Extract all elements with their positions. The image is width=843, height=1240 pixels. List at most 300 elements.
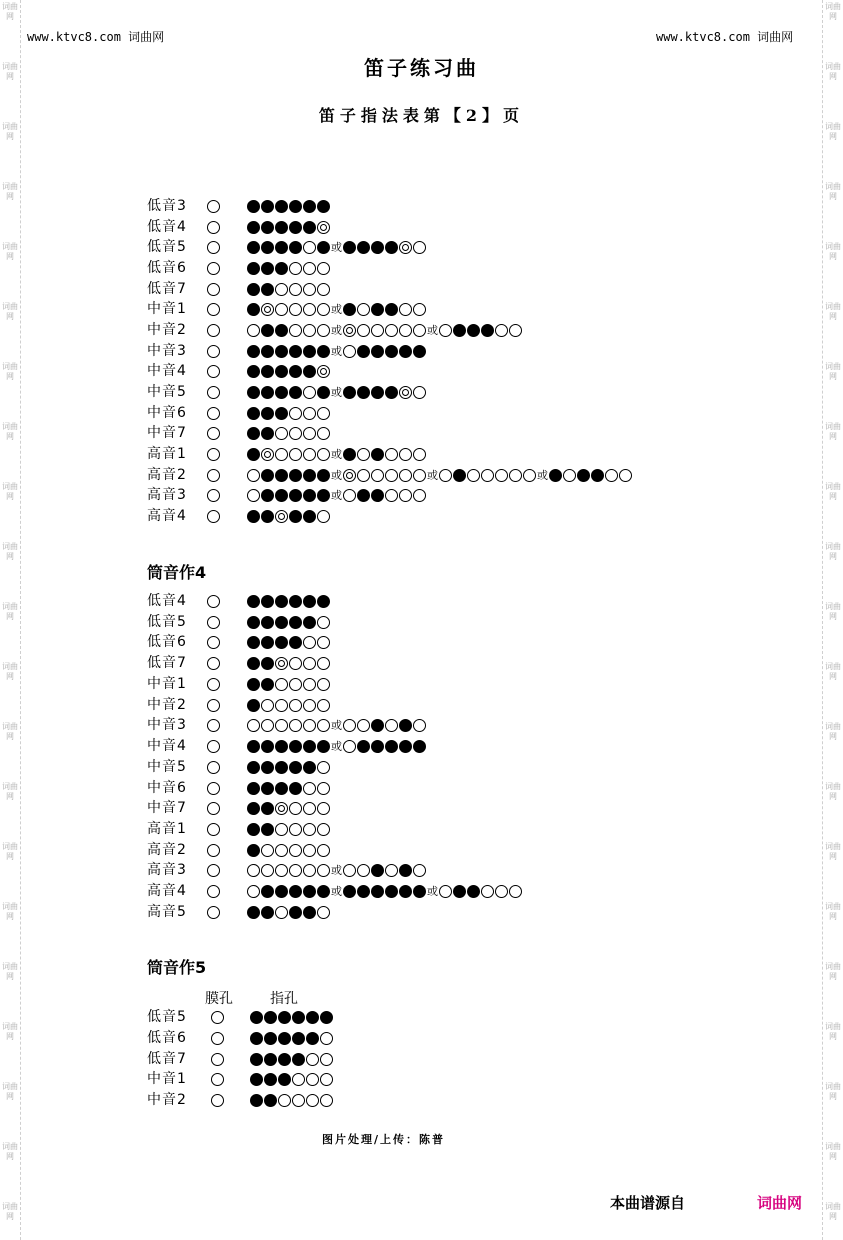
open-hole-icon — [317, 616, 330, 629]
alternative-separator: 或 — [331, 740, 342, 754]
membrane-hole-open-icon — [207, 678, 220, 691]
open-hole-icon — [439, 885, 452, 898]
watermark-text: 词曲网 — [2, 662, 18, 681]
alternative-separator: 或 — [427, 468, 438, 482]
closed-hole-icon — [247, 657, 260, 670]
open-hole-icon — [306, 1094, 319, 1107]
open-hole-icon — [357, 469, 370, 482]
closed-hole-icon — [289, 469, 302, 482]
membrane-hole-open-icon — [207, 782, 220, 795]
open-hole-icon — [385, 324, 398, 337]
open-hole-icon — [317, 283, 330, 296]
closed-hole-icon — [303, 221, 316, 234]
closed-hole-icon — [306, 1011, 319, 1024]
fingering-pattern — [247, 303, 427, 316]
open-hole-icon — [261, 864, 274, 877]
membrane-hole-open-icon — [207, 469, 220, 482]
open-hole-icon — [317, 510, 330, 523]
open-hole-icon — [317, 823, 330, 836]
alternative-separator: 或 — [331, 719, 342, 733]
membrane-hole-open-icon — [207, 844, 220, 857]
open-hole-icon — [413, 719, 426, 732]
open-hole-icon — [385, 719, 398, 732]
closed-hole-icon — [275, 469, 288, 482]
site-url-left[interactable]: www.ktvc8.com 词曲网 — [27, 30, 165, 44]
closed-hole-icon — [289, 510, 302, 523]
note-name: 高音1 — [147, 821, 187, 838]
fingering-pattern — [250, 1032, 334, 1045]
site-url-right[interactable]: www.ktvc8.com 词曲网 — [656, 30, 794, 44]
closed-hole-icon — [275, 489, 288, 502]
open-hole-icon — [247, 469, 260, 482]
membrane-hole-open-icon — [207, 657, 220, 670]
closed-hole-icon — [247, 678, 260, 691]
open-hole-icon — [303, 324, 316, 337]
closed-hole-icon — [289, 595, 302, 608]
closed-hole-icon — [264, 1094, 277, 1107]
alternative-separator: 或 — [537, 468, 548, 482]
closed-hole-icon — [303, 595, 316, 608]
note-name: 高音5 — [147, 903, 187, 920]
open-hole-icon — [509, 469, 522, 482]
closed-hole-icon — [247, 740, 260, 753]
watermark-text: 词曲网 — [2, 1022, 18, 1041]
closed-hole-icon — [247, 906, 260, 919]
watermark-text: 词曲网 — [825, 482, 841, 501]
watermark-text: 词曲网 — [2, 422, 18, 441]
open-hole-icon — [357, 448, 370, 461]
closed-hole-icon — [303, 469, 316, 482]
watermark-text: 词曲网 — [2, 482, 18, 501]
membrane-hole-open-icon — [207, 365, 220, 378]
alternative-separator: 或 — [427, 885, 438, 899]
open-hole-icon — [317, 427, 330, 440]
open-hole-icon — [289, 262, 302, 275]
open-hole-icon — [289, 657, 302, 670]
alternative-separator: 或 — [331, 885, 342, 899]
fingering-pattern — [247, 448, 427, 461]
closed-hole-icon — [264, 1032, 277, 1045]
watermark-text: 词曲网 — [825, 902, 841, 921]
closed-hole-icon — [413, 885, 426, 898]
closed-hole-icon — [247, 365, 260, 378]
open-hole-icon — [495, 469, 508, 482]
closed-hole-icon — [275, 782, 288, 795]
closed-hole-icon — [371, 448, 384, 461]
open-hole-icon — [317, 678, 330, 691]
closed-hole-icon — [275, 200, 288, 213]
membrane-hole-open-icon — [207, 262, 220, 275]
open-hole-icon — [275, 719, 288, 732]
half-hole-icon — [261, 303, 274, 316]
alternative-separator: 或 — [331, 324, 342, 338]
note-name: 中音1 — [147, 1071, 187, 1088]
membrane-hole-open-icon — [207, 864, 220, 877]
alternative-separator: 或 — [331, 448, 342, 462]
membrane-hole-open-icon — [207, 823, 220, 836]
note-name: 中音6 — [147, 404, 187, 421]
closed-hole-icon — [289, 386, 302, 399]
closed-hole-icon — [289, 489, 302, 502]
fingering-pattern — [247, 678, 331, 691]
closed-hole-icon — [247, 510, 260, 523]
membrane-hole-open-icon — [207, 719, 220, 732]
section-heading-tone-4: 筒音作4 — [147, 563, 207, 582]
closed-hole-icon — [399, 740, 412, 753]
membrane-hole-open-icon — [207, 241, 220, 254]
open-hole-icon — [275, 906, 288, 919]
membrane-hole-open-icon — [207, 699, 220, 712]
open-hole-icon — [357, 719, 370, 732]
closed-hole-icon — [591, 469, 604, 482]
open-hole-icon — [317, 699, 330, 712]
watermark-text: 词曲网 — [825, 62, 841, 81]
closed-hole-icon — [371, 864, 384, 877]
open-hole-icon — [247, 885, 260, 898]
open-hole-icon — [343, 719, 356, 732]
closed-hole-icon — [292, 1011, 305, 1024]
closed-hole-icon — [275, 740, 288, 753]
open-hole-icon — [275, 303, 288, 316]
open-hole-icon — [247, 324, 260, 337]
closed-hole-icon — [303, 761, 316, 774]
closed-hole-icon — [264, 1053, 277, 1066]
watermark-text: 词曲网 — [2, 842, 18, 861]
watermark-text: 词曲网 — [825, 602, 841, 621]
closed-hole-icon — [399, 719, 412, 732]
closed-hole-icon — [413, 345, 426, 358]
closed-hole-icon — [261, 324, 274, 337]
closed-hole-icon — [261, 427, 274, 440]
open-hole-icon — [303, 283, 316, 296]
closed-hole-icon — [261, 657, 274, 670]
fingering-pattern — [247, 427, 331, 440]
note-name: 中音7 — [147, 800, 187, 817]
closed-hole-icon — [385, 885, 398, 898]
membrane-hole-open-icon — [207, 616, 220, 629]
fingering-pattern — [250, 1011, 334, 1024]
closed-hole-icon — [261, 489, 274, 502]
closed-hole-icon — [357, 386, 370, 399]
closed-hole-icon — [385, 241, 398, 254]
open-hole-icon — [320, 1032, 333, 1045]
open-hole-icon — [303, 823, 316, 836]
open-hole-icon — [343, 345, 356, 358]
open-hole-icon — [306, 1053, 319, 1066]
page-subtitle: 笛子指法表第【2】页 — [318, 106, 525, 125]
section-heading-tone-5: 筒音作5 — [147, 958, 207, 977]
fingering-pattern — [247, 407, 331, 420]
closed-hole-icon — [317, 241, 330, 254]
open-hole-icon — [413, 241, 426, 254]
closed-hole-icon — [357, 885, 370, 898]
closed-hole-icon — [317, 489, 330, 502]
open-hole-icon — [292, 1073, 305, 1086]
membrane-hole-open-icon — [211, 1032, 224, 1045]
open-hole-icon — [413, 864, 426, 877]
closed-hole-icon — [250, 1011, 263, 1024]
closed-hole-icon — [275, 407, 288, 420]
open-hole-icon — [317, 262, 330, 275]
membrane-hole-open-icon — [207, 595, 220, 608]
closed-hole-icon — [320, 1011, 333, 1024]
open-hole-icon — [413, 448, 426, 461]
right-watermark-strip — [822, 0, 843, 1240]
closed-hole-icon — [275, 616, 288, 629]
closed-hole-icon — [303, 885, 316, 898]
closed-hole-icon — [261, 386, 274, 399]
open-hole-icon — [289, 678, 302, 691]
column-header-finger: 指孔 — [270, 991, 298, 1007]
fingering-pattern — [247, 283, 331, 296]
fingering-pattern — [247, 221, 331, 234]
fingering-pattern — [247, 489, 427, 502]
fingering-pattern — [247, 595, 331, 608]
open-hole-icon — [275, 283, 288, 296]
half-hole-icon — [317, 221, 330, 234]
closed-hole-icon — [247, 303, 260, 316]
closed-hole-icon — [278, 1073, 291, 1086]
open-hole-icon — [439, 324, 452, 337]
closed-hole-icon — [261, 802, 274, 815]
note-name: 中音7 — [147, 425, 187, 442]
open-hole-icon — [317, 407, 330, 420]
closed-hole-icon — [247, 427, 260, 440]
page-title: 笛子练习曲 — [364, 56, 479, 80]
closed-hole-icon — [303, 906, 316, 919]
open-hole-icon — [357, 303, 370, 316]
open-hole-icon — [289, 303, 302, 316]
closed-hole-icon — [357, 345, 370, 358]
watermark-text: 词曲网 — [2, 62, 18, 81]
fingering-pattern — [247, 719, 427, 732]
open-hole-icon — [303, 636, 316, 649]
alternative-separator: 或 — [331, 468, 342, 482]
closed-hole-icon — [261, 345, 274, 358]
half-hole-icon — [275, 510, 288, 523]
open-hole-icon — [303, 699, 316, 712]
watermark-text: 词曲网 — [2, 1082, 18, 1101]
watermark-text: 词曲网 — [2, 302, 18, 321]
open-hole-icon — [275, 699, 288, 712]
closed-hole-icon — [264, 1011, 277, 1024]
note-name: 低音4 — [147, 218, 187, 235]
note-name: 低音6 — [147, 634, 187, 651]
open-hole-icon — [317, 657, 330, 670]
closed-hole-icon — [317, 200, 330, 213]
closed-hole-icon — [467, 324, 480, 337]
closed-hole-icon — [303, 740, 316, 753]
open-hole-icon — [289, 283, 302, 296]
closed-hole-icon — [275, 221, 288, 234]
closed-hole-icon — [247, 636, 260, 649]
closed-hole-icon — [343, 303, 356, 316]
open-hole-icon — [399, 324, 412, 337]
closed-hole-icon — [289, 636, 302, 649]
closed-hole-icon — [261, 906, 274, 919]
fingering-pattern — [247, 345, 427, 358]
membrane-hole-open-icon — [207, 283, 220, 296]
closed-hole-icon — [261, 241, 274, 254]
closed-hole-icon — [275, 636, 288, 649]
fingering-pattern — [247, 657, 331, 670]
fingering-pattern — [247, 699, 331, 712]
open-hole-icon — [317, 324, 330, 337]
closed-hole-icon — [250, 1032, 263, 1045]
half-hole-icon — [399, 241, 412, 254]
open-hole-icon — [289, 699, 302, 712]
closed-hole-icon — [385, 303, 398, 316]
open-hole-icon — [303, 448, 316, 461]
half-hole-icon — [343, 469, 356, 482]
closed-hole-icon — [303, 510, 316, 523]
closed-hole-icon — [247, 407, 260, 420]
open-hole-icon — [317, 782, 330, 795]
open-hole-icon — [289, 324, 302, 337]
closed-hole-icon — [247, 200, 260, 213]
source-label: 本曲谱源自 — [610, 1194, 686, 1212]
open-hole-icon — [605, 469, 618, 482]
closed-hole-icon — [481, 324, 494, 337]
closed-hole-icon — [275, 595, 288, 608]
open-hole-icon — [481, 885, 494, 898]
open-hole-icon — [481, 469, 494, 482]
fingering-pattern — [247, 885, 523, 898]
watermark-text: 词曲网 — [825, 1142, 841, 1161]
open-hole-icon — [317, 761, 330, 774]
membrane-hole-open-icon — [207, 906, 220, 919]
half-hole-icon — [399, 386, 412, 399]
closed-hole-icon — [261, 678, 274, 691]
watermark-text: 词曲网 — [825, 962, 841, 981]
watermark-text: 词曲网 — [825, 542, 841, 561]
closed-hole-icon — [261, 823, 274, 836]
closed-hole-icon — [261, 782, 274, 795]
fingering-pattern — [247, 200, 331, 213]
closed-hole-icon — [247, 823, 260, 836]
open-hole-icon — [292, 1094, 305, 1107]
closed-hole-icon — [289, 906, 302, 919]
membrane-hole-open-icon — [207, 885, 220, 898]
membrane-hole-open-icon — [207, 448, 220, 461]
watermark-text: 词曲网 — [825, 1202, 841, 1221]
closed-hole-icon — [371, 740, 384, 753]
closed-hole-icon — [357, 740, 370, 753]
closed-hole-icon — [247, 595, 260, 608]
open-hole-icon — [343, 489, 356, 502]
fingering-pattern — [247, 740, 427, 753]
watermark-text: 词曲网 — [2, 722, 18, 741]
note-name: 低音5 — [147, 613, 187, 630]
watermark-text: 词曲网 — [825, 2, 841, 21]
open-hole-icon — [317, 719, 330, 732]
closed-hole-icon — [261, 262, 274, 275]
closed-hole-icon — [247, 761, 260, 774]
watermark-text: 词曲网 — [825, 722, 841, 741]
open-hole-icon — [303, 719, 316, 732]
alternative-separator: 或 — [331, 344, 342, 358]
membrane-hole-open-icon — [207, 636, 220, 649]
half-hole-icon — [343, 324, 356, 337]
alternative-separator: 或 — [331, 303, 342, 317]
note-name: 中音6 — [147, 779, 187, 796]
membrane-hole-open-icon — [207, 802, 220, 815]
note-name: 高音3 — [147, 487, 187, 504]
fingering-pattern — [247, 469, 633, 482]
open-hole-icon — [289, 864, 302, 877]
open-hole-icon — [317, 844, 330, 857]
open-hole-icon — [619, 469, 632, 482]
open-hole-icon — [275, 678, 288, 691]
closed-hole-icon — [261, 469, 274, 482]
fingering-pattern — [247, 616, 331, 629]
open-hole-icon — [509, 324, 522, 337]
fingering-pattern — [250, 1053, 334, 1066]
open-hole-icon — [343, 864, 356, 877]
note-name: 高音2 — [147, 841, 187, 858]
fingering-pattern — [247, 761, 331, 774]
open-hole-icon — [385, 489, 398, 502]
open-hole-icon — [357, 864, 370, 877]
open-hole-icon — [413, 303, 426, 316]
closed-hole-icon — [289, 221, 302, 234]
membrane-hole-open-icon — [211, 1094, 224, 1107]
closed-hole-icon — [261, 636, 274, 649]
watermark-text: 词曲网 — [2, 182, 18, 201]
closed-hole-icon — [247, 241, 260, 254]
closed-hole-icon — [247, 345, 260, 358]
open-hole-icon — [413, 324, 426, 337]
closed-hole-icon — [261, 740, 274, 753]
open-hole-icon — [317, 864, 330, 877]
closed-hole-icon — [317, 469, 330, 482]
closed-hole-icon — [303, 616, 316, 629]
alternative-separator: 或 — [331, 241, 342, 255]
open-hole-icon — [343, 740, 356, 753]
closed-hole-icon — [343, 386, 356, 399]
closed-hole-icon — [317, 740, 330, 753]
closed-hole-icon — [278, 1053, 291, 1066]
watermark-text: 词曲网 — [2, 542, 18, 561]
closed-hole-icon — [247, 262, 260, 275]
open-hole-icon — [320, 1094, 333, 1107]
closed-hole-icon — [289, 241, 302, 254]
membrane-hole-open-icon — [207, 221, 220, 234]
open-hole-icon — [303, 427, 316, 440]
membrane-hole-open-icon — [207, 386, 220, 399]
closed-hole-icon — [247, 699, 260, 712]
open-hole-icon — [320, 1053, 333, 1066]
closed-hole-icon — [261, 407, 274, 420]
half-hole-icon — [275, 802, 288, 815]
fingering-pattern — [247, 365, 331, 378]
source-brand-link[interactable]: 词曲网 — [757, 1194, 803, 1212]
open-hole-icon — [303, 782, 316, 795]
fingering-pattern — [250, 1094, 334, 1107]
closed-hole-icon — [275, 241, 288, 254]
fingering-pattern — [247, 386, 427, 399]
half-hole-icon — [317, 365, 330, 378]
closed-hole-icon — [261, 761, 274, 774]
closed-hole-icon — [317, 386, 330, 399]
closed-hole-icon — [247, 616, 260, 629]
open-hole-icon — [413, 386, 426, 399]
watermark-text: 词曲网 — [2, 1202, 18, 1221]
closed-hole-icon — [343, 448, 356, 461]
closed-hole-icon — [303, 200, 316, 213]
fingering-pattern — [247, 510, 331, 523]
fingering-pattern — [247, 864, 427, 877]
